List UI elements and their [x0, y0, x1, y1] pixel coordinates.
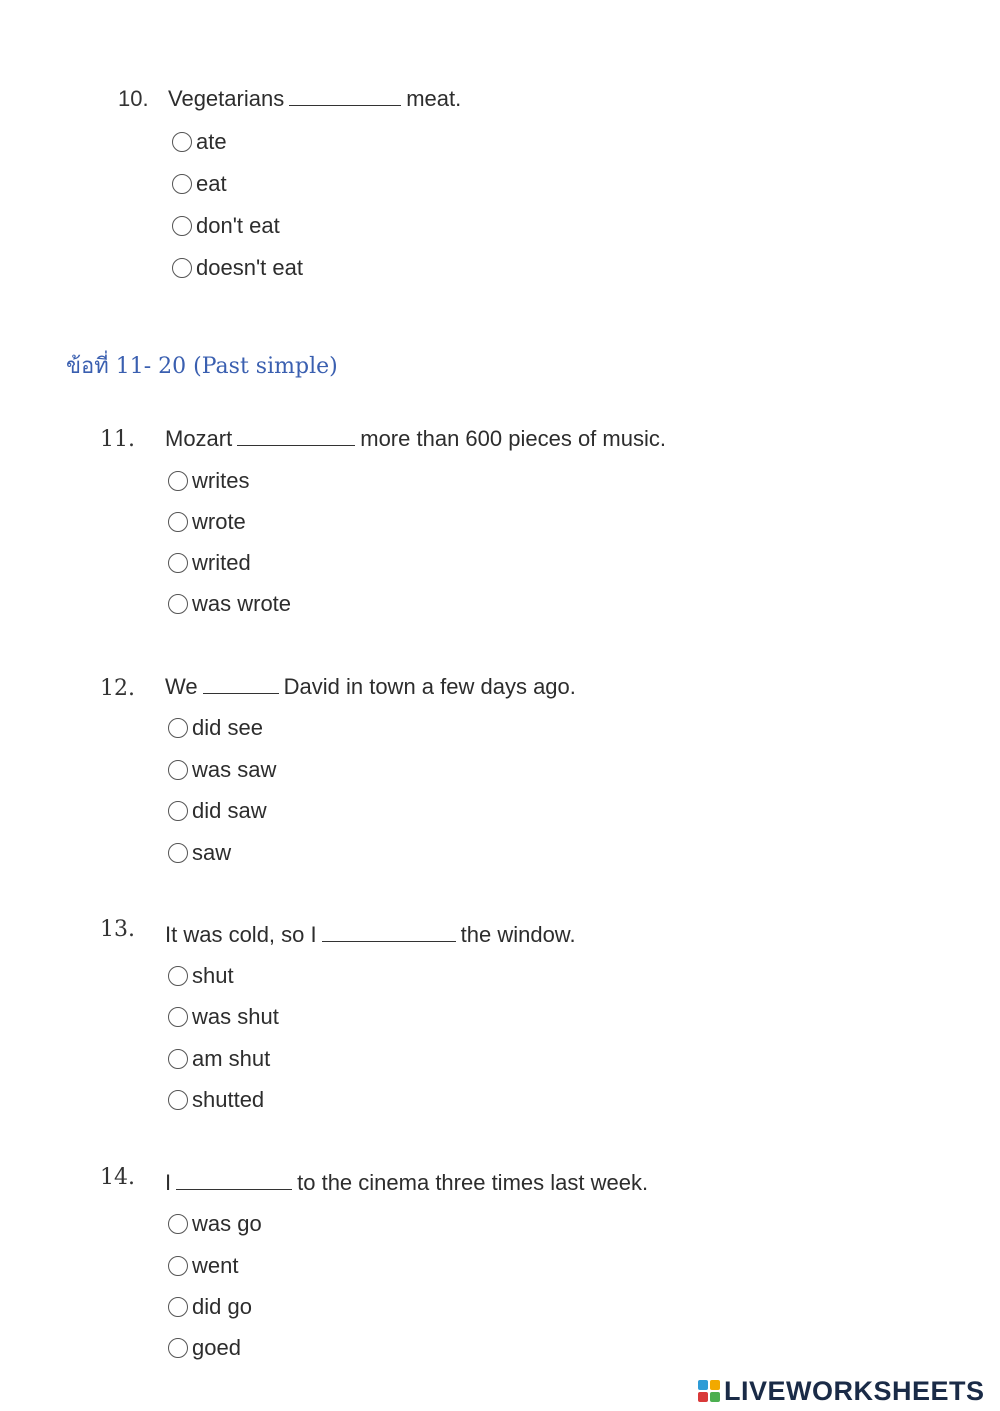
- option-radio[interactable]: was wrote: [168, 589, 291, 619]
- question-number: 13.: [100, 917, 135, 942]
- radio-circle-icon[interactable]: [168, 1256, 188, 1276]
- question-stem: I to the cinema three times last week.: [165, 1170, 649, 1195]
- logo-square-green: [710, 1392, 720, 1402]
- question-number: 11.: [100, 427, 135, 452]
- section-heading: ข้อที่ 11- 20 (Past simple): [66, 354, 338, 379]
- radio-circle-icon[interactable]: [168, 718, 188, 738]
- answer-blank: [237, 431, 355, 446]
- answer-blank: [289, 91, 401, 106]
- logo-square-yellow: [710, 1380, 720, 1390]
- radio-circle-icon[interactable]: [168, 1007, 188, 1027]
- radio-circle-icon[interactable]: [168, 966, 188, 986]
- option-radio[interactable]: shutted: [168, 1085, 264, 1115]
- radio-circle-icon[interactable]: [168, 1214, 188, 1234]
- answer-blank: [322, 927, 456, 942]
- option-radio[interactable]: did see: [168, 713, 263, 743]
- option-radio[interactable]: ate: [172, 127, 227, 157]
- option-radio[interactable]: writes: [168, 466, 249, 496]
- radio-circle-icon[interactable]: [172, 132, 192, 152]
- question-stem: Mozart more than 600 pieces of music.: [165, 426, 666, 451]
- radio-circle-icon[interactable]: [168, 1090, 188, 1110]
- question-number: 10.: [118, 86, 149, 111]
- radio-circle-icon[interactable]: [168, 1049, 188, 1069]
- radio-circle-icon[interactable]: [168, 843, 188, 863]
- radio-circle-icon[interactable]: [172, 216, 192, 236]
- radio-circle-icon[interactable]: [168, 801, 188, 821]
- radio-circle-icon[interactable]: [168, 760, 188, 780]
- option-radio[interactable]: went: [168, 1251, 238, 1281]
- question-number: 12.: [100, 676, 135, 701]
- option-radio[interactable]: did saw: [168, 796, 267, 826]
- option-radio[interactable]: doesn't eat: [172, 253, 303, 283]
- answer-blank: [203, 679, 279, 694]
- liveworksheets-logo-icon: [698, 1380, 720, 1402]
- question-stem: It was cold, so I the window.: [165, 922, 576, 947]
- radio-circle-icon[interactable]: [168, 471, 188, 491]
- radio-circle-icon[interactable]: [168, 1338, 188, 1358]
- option-radio[interactable]: goed: [168, 1333, 241, 1363]
- option-radio[interactable]: was go: [168, 1209, 262, 1239]
- option-radio[interactable]: wrote: [168, 507, 246, 537]
- option-radio[interactable]: was saw: [168, 755, 276, 785]
- brand-text: LIVEWORKSHEETS: [724, 1375, 985, 1406]
- logo-square-blue: [698, 1380, 708, 1390]
- option-radio[interactable]: saw: [168, 838, 231, 868]
- option-radio[interactable]: was shut: [168, 1002, 279, 1032]
- radio-circle-icon[interactable]: [172, 258, 192, 278]
- option-radio[interactable]: am shut: [168, 1044, 270, 1074]
- radio-circle-icon[interactable]: [168, 553, 188, 573]
- liveworksheets-watermark: [698, 1376, 985, 1406]
- radio-circle-icon[interactable]: [168, 512, 188, 532]
- answer-blank: [176, 1175, 292, 1190]
- question-stem: Vegetarians meat.: [168, 86, 462, 111]
- radio-circle-icon[interactable]: [168, 1297, 188, 1317]
- option-radio[interactable]: did go: [168, 1292, 252, 1322]
- radio-circle-icon[interactable]: [172, 174, 192, 194]
- question-number: 14.: [100, 1165, 135, 1190]
- option-radio[interactable]: writed: [168, 548, 251, 578]
- radio-circle-icon[interactable]: [168, 594, 188, 614]
- question-stem: We David in town a few days ago.: [165, 674, 576, 699]
- option-radio[interactable]: don't eat: [172, 211, 280, 241]
- logo-square-red: [698, 1392, 708, 1402]
- option-radio[interactable]: eat: [172, 169, 227, 199]
- option-radio[interactable]: shut: [168, 961, 234, 991]
